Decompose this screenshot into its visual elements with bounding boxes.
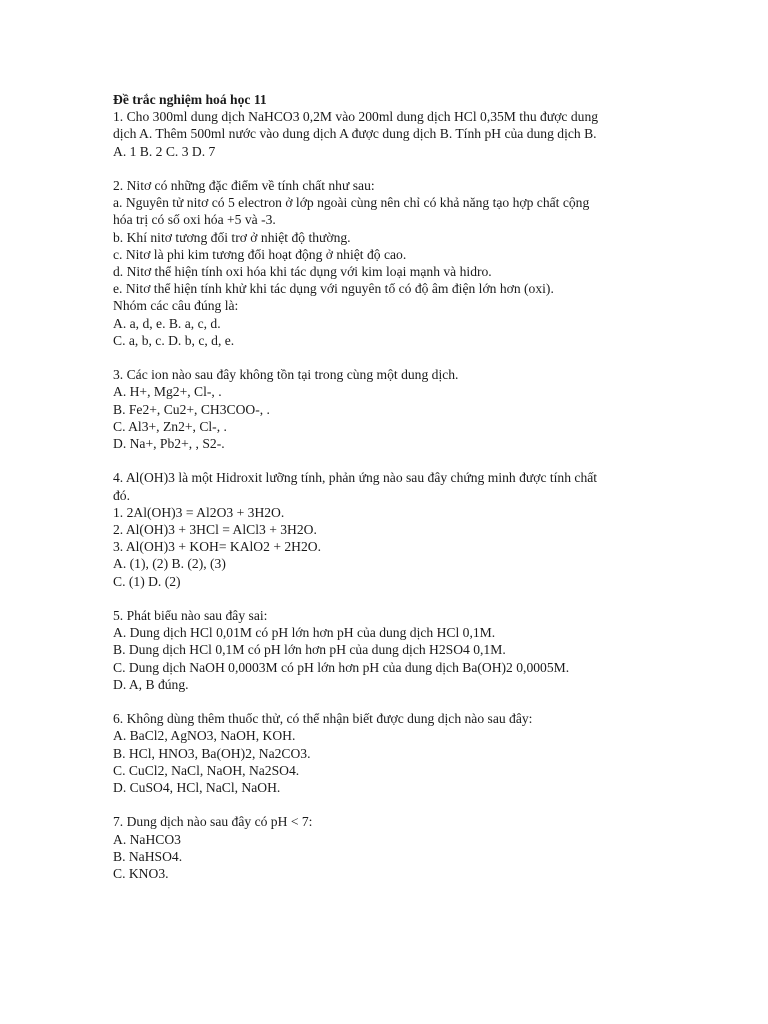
question-text: 5. Phát biểu nào sau đây sai: — [113, 608, 268, 624]
answer-option: B. Dung dịch HCl 0,1M có pH lớn hơn pH của dung dịch H2SO4 0,1M. — [113, 642, 506, 658]
question-text: dịch A. Thêm 500ml nước vào dung dịch A được dung dịch B. Tính pH của dung dịch B. — [113, 126, 597, 142]
question-text: 4. Al(OH)3 là một Hidroxit lưỡng tính, phản ứng nào sau đây chứng minh được tính chất — [113, 470, 598, 486]
question-text: đó. — [113, 487, 130, 503]
question-text: 2. Nitơ có những đặc điểm về tính chất như sau: — [113, 178, 375, 193]
reaction: 2. Al(OH)3 + 3HCl = AlCl3 + 3H2O. — [113, 522, 317, 538]
document-page — [113, 91, 673, 882]
statement: e. Nitơ thể hiện tính khử khi tác dụng với nguyên tố có độ âm điện lớn hơn (oxi). — [113, 281, 554, 297]
answer-option: D. CuSO4, HCl, NaCl, NaOH. — [113, 780, 281, 796]
question-5 — [113, 607, 673, 693]
question-text: 1. Cho 300ml dung dịch NaHCO3 0,2M vào 200ml dung dịch HCl 0,35M thu được dung — [113, 109, 599, 125]
statement: c. Nitơ là phi kim tương đối hoạt động ở nhiệt độ cao. — [113, 246, 407, 262]
answer-option: A. Dung dịch HCl 0,01M có pH lớn hơn pH của dung dịch HCl 0,1M. — [113, 625, 496, 641]
question-text: 3. Các ion nào sau đây không tồn tại trong cùng một dung dịch. — [113, 367, 459, 383]
document-title: Đề trắc nghiệm hoá học 11 — [113, 92, 267, 107]
answer-options: A. a, d, e. B. a, c, d. — [113, 315, 221, 331]
question-1 — [113, 108, 673, 160]
reaction: 1. 2Al(OH)3 = Al2O3 + 3H2O. — [113, 504, 285, 520]
answer-option: C. Al3+, Zn2+, Cl-, . — [113, 418, 227, 434]
statement: b. Khí nitơ tương đối trơ ở nhiệt độ thường. — [113, 229, 351, 245]
question-text: 7. Dung dịch nào sau đây có pH < 7: — [113, 814, 313, 830]
statement: hóa trị có số oxi hóa +5 và -3. — [113, 212, 276, 228]
answer-option: A. BaCl2, AgNO3, NaOH, KOH. — [113, 728, 296, 744]
answer-option: D. Na+, Pb2+, , S2-. — [113, 436, 225, 452]
question-3 — [113, 366, 673, 452]
spacer — [113, 349, 673, 366]
statement: a. Nguyên tử nitơ có 5 electron ở lớp ngoài cùng nên chỉ có khả năng tạo hợp chất cộng — [113, 195, 590, 211]
answer-options: C. (1) D. (2) — [113, 573, 181, 589]
spacer — [113, 590, 673, 607]
question-4 — [113, 469, 673, 589]
answer-option: B. Fe2+, Cu2+, CH3COO-, . — [113, 401, 270, 417]
statement: d. Nitơ thể hiện tính oxi hóa khi tác dụng với kim loại mạnh và hidro. — [113, 264, 492, 280]
answer-option: B. HCl, HNO3, Ba(OH)2, Na2CO3. — [113, 745, 311, 761]
answer-option: A. NaHCO3 — [113, 831, 181, 847]
spacer — [113, 160, 673, 177]
question-prompt: Nhóm các câu đúng là: — [113, 298, 239, 314]
answer-option: C. CuCl2, NaCl, NaOH, Na2SO4. — [113, 762, 300, 778]
question-6 — [113, 710, 673, 796]
spacer — [113, 452, 673, 469]
spacer — [113, 693, 673, 710]
answer-option: D. A, B đúng. — [113, 676, 189, 692]
question-7 — [113, 813, 673, 882]
answer-option: B. NaHSO4. — [113, 848, 183, 864]
answer-options: A. (1), (2) B. (2), (3) — [113, 556, 226, 572]
answer-option: C. KNO3. — [113, 866, 169, 882]
question-text: 6. Không dùng thêm thuốc thử, có thể nhận biết được dung dịch nào sau đây: — [113, 711, 533, 727]
answer-option: A. H+, Mg2+, Cl-, . — [113, 384, 222, 400]
reaction: 3. Al(OH)3 + KOH= KAlO2 + 2H2O. — [113, 539, 322, 555]
question-2 — [113, 177, 673, 349]
answer-options: A. 1 B. 2 C. 3 D. 7 — [113, 143, 216, 159]
answer-options: C. a, b, c. D. b, c, d, e. — [113, 332, 235, 348]
spacer — [113, 796, 673, 813]
answer-option: C. Dung dịch NaOH 0,0003M có pH lớn hơn pH của dung dịch Ba(OH)2 0,0005M. — [113, 659, 570, 675]
